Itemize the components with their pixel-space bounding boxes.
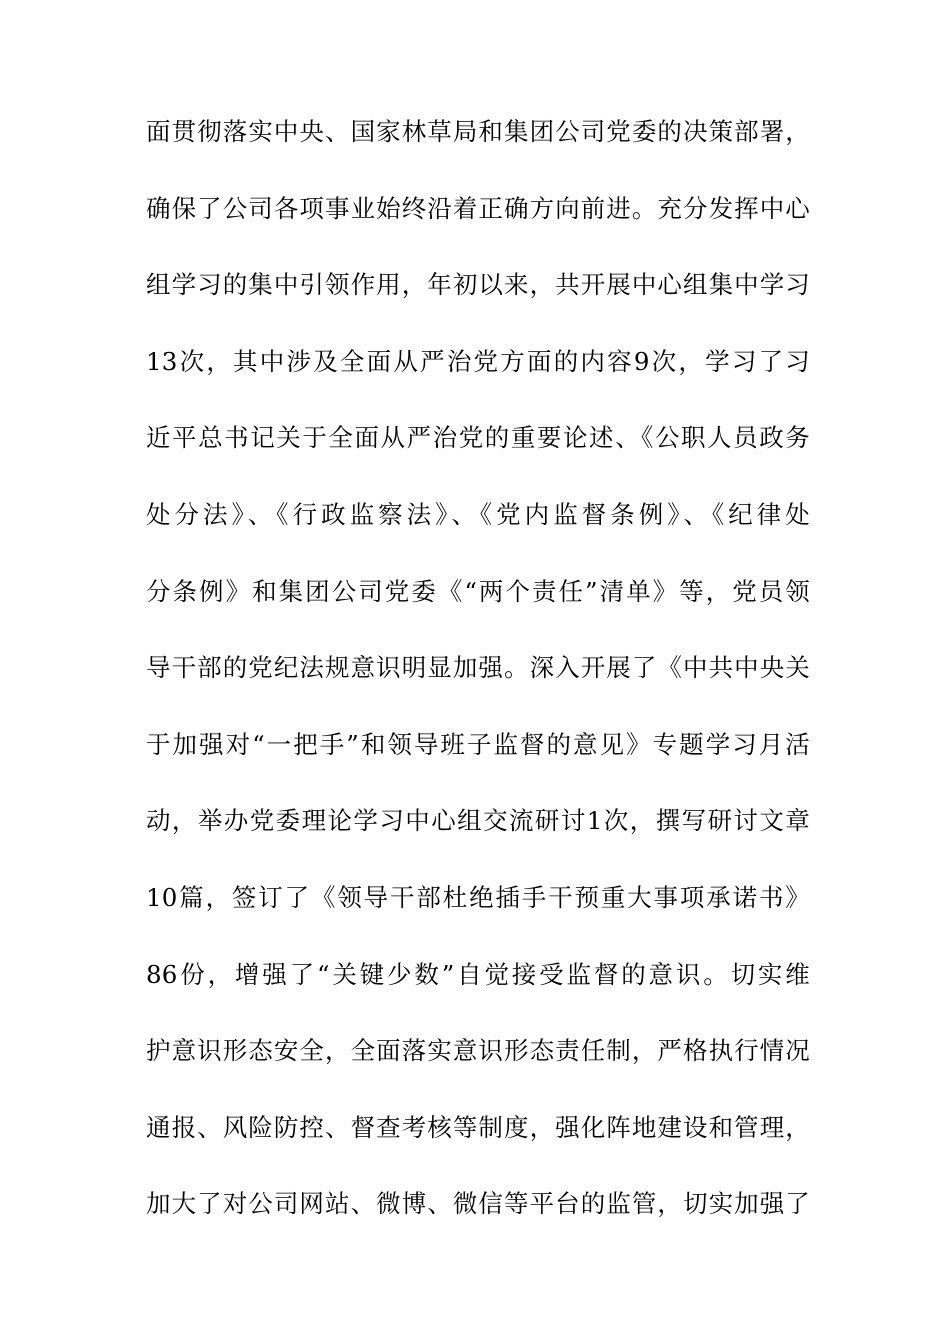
text-line: 护意识形态安全，全面落实意识形态责任制，严格执行情况: [146, 1036, 810, 1066]
body-text: [146, 112, 810, 1261]
text-line: 动，举办党委理论学习中心组交流研讨1次，撰写研讨文章: [146, 806, 810, 836]
text-line: 组学习的集中引领作用，年初以来，共开展中心组集中学习: [146, 270, 810, 300]
text-line: 13次，其中涉及全面从严治党方面的内容9次，学习了习: [146, 346, 810, 376]
text-line: 于加强对“一把手”和领导班子监督的意见》专题学习月活: [146, 729, 810, 759]
text-line: 86份，增强了“关键少数”自觉接受监督的意识。切实维: [146, 959, 810, 989]
text-line: 面贯彻落实中央、国家林草局和集团公司党委的决策部署，: [146, 117, 810, 146]
text-line: 确保了公司各项事业始终沿着正确方向前进。充分发挥中心: [146, 193, 810, 223]
text-line: 通报、风险防控、督查考核等制度，强化阵地建设和管理，: [146, 1112, 810, 1142]
text-line: 分条例》和集团公司党委《“两个责任”清单》等，党员领: [146, 576, 810, 606]
text-line: 导干部的党纪法规意识明显加强。深入开展了《中共中央关: [146, 653, 810, 683]
text-line: 近平总书记关于全面从严治党的重要论述、《公职人员政务: [146, 423, 810, 453]
text-line: 加大了对公司网站、微博、微信等平台的监管，切实加强了: [146, 1189, 810, 1219]
text-line: 处分法》、《行政监察法》、《党内监督条例》、《纪律处: [146, 499, 810, 529]
text-line: 10篇，签订了《领导干部杜绝插手干预重大事项承诺书》: [146, 882, 810, 912]
